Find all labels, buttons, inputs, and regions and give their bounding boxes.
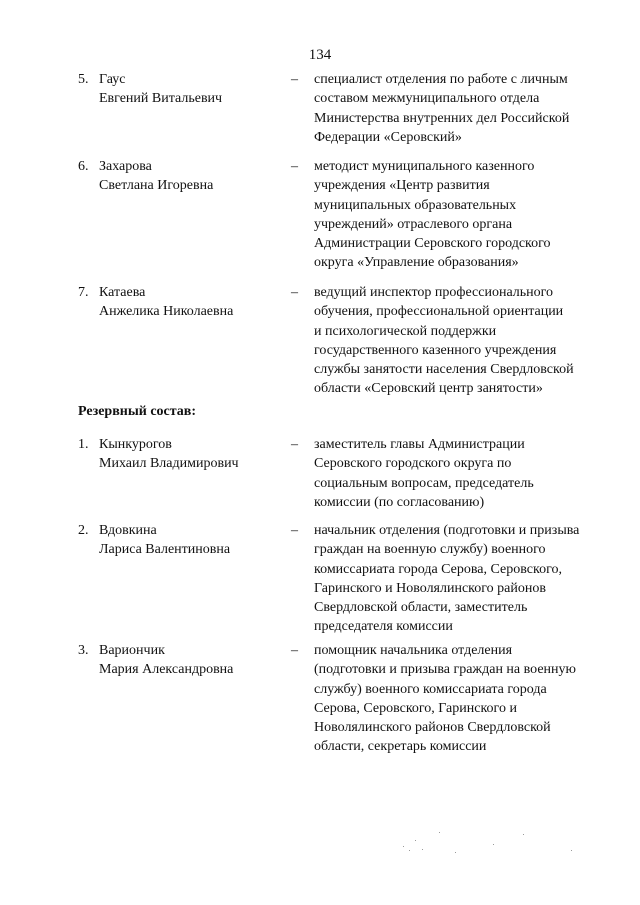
entry-dash: –	[291, 437, 298, 452]
position-line: и психологической поддержки	[314, 323, 497, 339]
position-line: ведущий инспектор профессионального	[314, 285, 554, 300]
position-line: Серовского городского округа по	[314, 456, 512, 472]
position-line: Серова, Серовского, Гаринского и	[314, 700, 517, 716]
member-surname: Катаева	[99, 285, 146, 300]
position-line: Гаринского и Новолялинского районов	[314, 580, 546, 596]
page-number: 134	[308, 47, 332, 63]
position-line: помощник начальника отделения	[314, 643, 513, 658]
scan-noise	[395, 828, 585, 868]
reserve-heading: Резервный состав:	[78, 404, 197, 419]
position-line: Администрации Серовского городского	[314, 236, 551, 252]
position-line: комиссариата города Серова, Серовского,	[314, 561, 562, 577]
member-surname: Захарова	[99, 159, 152, 174]
position-line: службу) военного комиссариата города	[314, 681, 547, 697]
member-position	[314, 521, 604, 637]
position-line: учреждений» отраслевого органа	[314, 216, 513, 232]
member-given-names: Лариса Валентиновна	[99, 542, 231, 558]
position-line: (подготовки и призыва граждан на военную	[314, 662, 576, 678]
member-number: 5.	[78, 72, 89, 87]
member-surname: Вариончик	[99, 643, 165, 658]
member-number: 2.	[78, 523, 89, 538]
position-line: составом межмуниципального отдела	[314, 91, 540, 107]
member-name	[99, 283, 289, 322]
member-given-names: Светлана Игоревна	[99, 178, 214, 194]
position-line: методист муниципального казенного	[314, 159, 535, 174]
member-name	[99, 641, 289, 680]
member-number: 1.	[78, 437, 89, 452]
member-surname: Кынкурогов	[99, 437, 172, 452]
member-position	[314, 157, 604, 273]
member-position	[314, 435, 604, 512]
member-number: 3.	[78, 643, 89, 658]
entry-dash: –	[291, 643, 298, 658]
position-line: начальник отделения (подготовки и призыва	[314, 523, 580, 538]
position-line: Министерства внутренних дел Российской	[314, 110, 570, 126]
position-line: области «Серовский центр занятости»	[314, 381, 543, 397]
member-name	[99, 70, 289, 109]
entry-dash: –	[291, 159, 298, 174]
position-line: граждан на военную службу) военного	[314, 542, 546, 558]
position-line: обучения, профессиональной ориентации	[314, 304, 564, 320]
position-line: службы занятости населения Свердловской	[314, 362, 574, 378]
entry-dash: –	[291, 523, 298, 538]
member-surname: Гаус	[99, 72, 126, 87]
member-surname: Вдовкина	[99, 523, 157, 538]
position-line: Свердловской области, заместитель	[314, 600, 528, 616]
member-given-names: Евгений Витальевич	[99, 91, 223, 107]
position-line: муниципальных образовательных	[314, 197, 517, 213]
member-given-names: Мария Александровна	[99, 662, 234, 678]
entry-dash: –	[291, 285, 298, 300]
position-line: области, секретарь комиссии	[314, 739, 487, 755]
member-given-names: Анжелика Николаевна	[99, 304, 234, 320]
member-position	[314, 641, 604, 757]
position-line: комиссии (по согласованию)	[314, 494, 485, 510]
position-line: государственного казенного учреждения	[314, 342, 557, 358]
position-line: заместитель главы Администрации	[314, 437, 525, 452]
position-line: Новолялинского районов Свердловской	[314, 720, 551, 736]
member-given-names: Михаил Владимирович	[99, 456, 239, 472]
member-number: 6.	[78, 159, 89, 174]
position-line: председателя комиссии	[314, 619, 453, 635]
member-name	[99, 157, 289, 196]
member-position	[314, 283, 604, 399]
position-line: специалист отделения по работе с личным	[314, 72, 568, 87]
position-line: округа «Управление образования»	[314, 255, 519, 271]
member-name	[99, 521, 289, 560]
member-name	[99, 435, 289, 474]
member-number: 7.	[78, 285, 89, 300]
position-line: социальным вопросам, председатель	[314, 475, 534, 491]
position-line: Федерации «Серовский»	[314, 129, 462, 145]
position-line: учреждения «Центр развития	[314, 178, 490, 194]
member-position	[314, 70, 604, 147]
entry-dash: –	[291, 72, 298, 87]
